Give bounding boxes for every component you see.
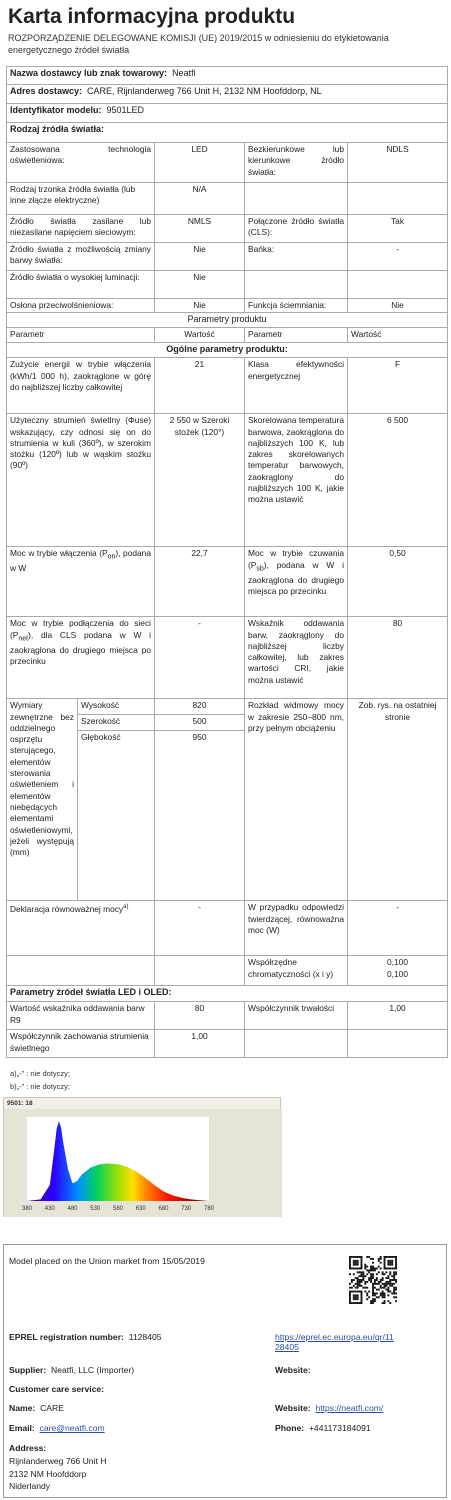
eprel-link[interactable]	[275, 1332, 394, 1352]
address-value: CARE, Rijnlanderweg 766 Unit H, 2132 NM Hoofddorp, NL	[87, 86, 322, 96]
spectral-distribution-value: Zob. rys. na ostatniej stronie	[348, 699, 448, 901]
params-header: Parametry produktu	[7, 313, 448, 328]
cap-value: N/A	[155, 183, 245, 215]
mains-label: Źródło światła zasilane lub niezasilane napięciem sieciowym:	[7, 215, 155, 243]
cri-label: Wskaźnik oddawania barw, zaokrąglony do najbliższej liczby całkowitej, lub zakres wartości CRI, jakie można ustawić	[245, 617, 348, 699]
care-email	[9, 1423, 105, 1433]
cri-value: 80	[348, 617, 448, 699]
useful-flux-label: Użyteczny strumień świetlny (Φuse) wskazujący, czy odnosi się on do strumienia w kuli (360º), w szerokim stożku (120º) lub w wąskim stożku (90º)	[7, 414, 155, 547]
equivalent-power-watts-label: W przypadku odpowiedzi twierdzącej, równoważna moc (W)	[245, 901, 348, 956]
model-cell	[7, 104, 448, 123]
light-source-type-heading: Rodzaj źródła światła:	[7, 123, 448, 143]
market-placement-text: Model placed on the Union market from 15/05/2019	[9, 1256, 205, 1266]
on-mode-power-value: 22,7	[155, 547, 245, 617]
eprel-registration-value: 1128405	[128, 1332, 162, 1342]
param-column-header: Parametr	[245, 328, 348, 343]
care-address-line-2: 2132 NM Hoofddorp	[9, 1468, 87, 1479]
care-email-link[interactable]: care@neatfi.com	[39, 1423, 105, 1433]
empty-cell	[7, 956, 155, 986]
power-row	[7, 547, 448, 617]
care-website-link[interactable]: https://neatfi.com/	[315, 1403, 384, 1413]
care-address	[9, 1455, 106, 1493]
model-value: 9501LED	[106, 105, 145, 115]
chromaticity-x: 0,100	[387, 957, 408, 968]
height-value: 820	[155, 699, 245, 715]
chromaticity-y: 0,100	[387, 968, 408, 979]
value-column-header: Wartość	[155, 328, 245, 343]
label-part: ), podana w W	[10, 548, 151, 574]
label-part: ), dla CLS podana w W i zaokrąglona do drugiego miejsca po przecinku	[10, 629, 151, 666]
equivalent-power-value: -	[155, 901, 245, 956]
general-params-header: Ogólne parametry produktu:	[7, 343, 448, 358]
cap-row	[7, 183, 448, 215]
spectrum-chart-title: 9501: 18	[4, 1098, 280, 1109]
energy-row	[7, 358, 448, 414]
chromaticity-row	[7, 956, 448, 986]
glare-value: Nie	[155, 299, 245, 313]
dimensions-label: Wymiary zewnętrzne bez oddzielnego osprzętu sterującego, elementów sterowania oświetleniem i elementów niebędących elementami oświetleniowymi, jeżeli występują (mm)	[7, 699, 78, 901]
cct-value: 6 500	[348, 414, 448, 547]
tunable-value: Nie	[155, 243, 245, 271]
cls-label: Połączone źródło światła (CLS):	[245, 215, 348, 243]
care-email-label: Email:	[9, 1423, 35, 1433]
care-address-label: Address:	[9, 1443, 47, 1453]
general-header-row	[7, 343, 448, 358]
model-label: Identyfikator modelu:	[10, 105, 102, 115]
care-phone	[275, 1423, 371, 1433]
technology-value: LED	[155, 143, 245, 183]
flux-row	[7, 414, 448, 547]
x-tick-label: 530	[90, 1206, 101, 1212]
lumen-maintenance-row	[7, 1030, 448, 1058]
mains-row	[7, 215, 448, 243]
useful-flux-value: 2 550 w Szeroki stożek (120°)	[155, 414, 245, 547]
height-label: Wysokość	[78, 699, 155, 715]
regulation-subtitle: ROZPORZĄDZENIE DELEGOWANE KOMISJI (UE) 2019/2015 w odniesieniu do etykietowania energetycznego źródeł światła	[8, 33, 389, 55]
r9-label: Wartość wskaźnika oddawania barw R9	[7, 1002, 155, 1030]
dimensions-row	[7, 699, 448, 715]
lumen-maintenance-value: 1,00	[155, 1030, 245, 1058]
care-website	[275, 1403, 383, 1413]
depth-label: Głębokość	[78, 731, 155, 901]
equivalent-power-label	[7, 901, 155, 956]
high-luminance-value: Nie	[155, 271, 245, 299]
lumen-maintenance-label: Współczynnik zachowania strumienia świetlnego	[7, 1030, 155, 1058]
led-params-header: Parametry źródeł światła LED i OLED:	[7, 986, 448, 1002]
r9-row	[7, 1002, 448, 1030]
standby-power-value: 0,50	[348, 547, 448, 617]
subscript: net	[18, 635, 29, 643]
x-tick-label: 730	[181, 1206, 192, 1212]
directional-value: NDLS	[348, 143, 448, 183]
led-header-row	[7, 986, 448, 1002]
spectral-distribution-label: Rozkład widmowy mocy w zakresie 250–800 nm, przy pełnym obciążeniu	[245, 699, 348, 901]
label-part: Moc w trybie czuwania (P	[248, 548, 344, 570]
subscript: on	[107, 553, 116, 561]
cap-label: Rodzaj trzonka źródła światła (lub inne złącze elektryczne)	[7, 183, 155, 215]
glare-row	[7, 299, 448, 313]
care-name-value: CARE	[40, 1403, 64, 1413]
dimmable-label: Funkcja ściemniania:	[245, 299, 348, 313]
x-axis-ticks	[22, 1206, 215, 1212]
care-address-line-3: Niderlandy	[9, 1481, 51, 1491]
supplier-row	[7, 67, 448, 85]
empty-cell	[348, 271, 448, 299]
care-name-label: Name:	[9, 1403, 36, 1413]
label-part: Moc w trybie włączenia (P	[10, 548, 108, 559]
care-phone-label: Phone:	[275, 1423, 305, 1433]
technology-label: Zastosowana technologia oświetleniowa:	[7, 143, 155, 183]
r9-value: 80	[155, 1002, 245, 1030]
eprel-link-line-2[interactable]: 28405	[275, 1342, 299, 1352]
technology-row	[7, 143, 448, 183]
product-info-table	[6, 66, 448, 1058]
param-column-header: Parametr	[7, 328, 155, 343]
mains-value: NMLS	[155, 215, 245, 243]
params-header-row	[7, 313, 448, 328]
supplier-value: Neatfi, LLC (Importer)	[51, 1365, 135, 1375]
eprel-registration-label: EPREL registration number:	[9, 1332, 124, 1342]
x-tick-label: 430	[44, 1206, 55, 1212]
qr-code-icon[interactable]	[349, 1256, 397, 1304]
standby-power-label	[245, 547, 348, 617]
spectrum-chart	[3, 1097, 281, 1217]
network-power-row	[7, 617, 448, 699]
eprel-info-box	[3, 1244, 447, 1498]
network-standby-value: -	[155, 617, 245, 699]
subscript: sb	[256, 565, 264, 573]
label-part: ), podana w W i zaokrąglona do drugiego miejsca po przecinku	[248, 559, 344, 596]
survival-factor-value: 1,00	[348, 1002, 448, 1030]
footnotes	[10, 1067, 70, 1093]
width-label: Szerokość	[78, 715, 155, 731]
x-tick-label: 480	[67, 1206, 78, 1212]
tunable-label: Źródło światła z możliwością zmiany barwy światła:	[7, 243, 155, 271]
x-tick-label: 580	[112, 1206, 124, 1212]
care-address-line-1: Rijnlanderweg 766 Unit H	[9, 1456, 107, 1466]
energy-consumption-value: 21	[155, 358, 245, 414]
care-website-label: Website:	[275, 1403, 311, 1413]
address-cell	[7, 85, 448, 104]
x-tick-label: 380	[21, 1206, 33, 1212]
empty-cell	[348, 1030, 448, 1058]
customer-care-heading: Customer care service:	[9, 1384, 105, 1394]
empty-cell	[348, 183, 448, 215]
supplier-info	[9, 1365, 134, 1375]
care-phone-value: +441173184091	[308, 1423, 371, 1433]
superscript: a)	[123, 904, 129, 911]
glare-label: Osłona przeciwolśnieniowa:	[7, 299, 155, 313]
supplier-value: Neatfi	[172, 68, 196, 78]
energy-class-value: F	[348, 358, 448, 414]
directional-label: Bezkierunkowe lub kierunkowe źródło światła:	[245, 143, 348, 183]
light-source-type-row	[7, 123, 448, 143]
energy-class-label: Klasa efektywności energetycznej	[245, 358, 348, 414]
empty-cell	[245, 271, 348, 299]
width-value: 500	[155, 715, 245, 731]
value-column-header: Wartość	[348, 328, 448, 343]
x-tick-label: 680	[158, 1206, 169, 1212]
energy-consumption-label: Zużycie energii w trybie włączenia (kWh/1 000 h), zaokrąglone w górę do najbliższej liczby całkowitej	[7, 358, 155, 414]
empty-cell	[155, 956, 245, 986]
depth-value: 950	[155, 731, 245, 901]
x-tick-label: 780	[203, 1206, 215, 1212]
dimmable-value: Nie	[348, 299, 448, 313]
label-part: Moc w trybie podłączenia do sieci (P	[10, 618, 151, 640]
address-label: Adres dostawcy:	[10, 86, 83, 96]
envelope-label: Bańka:	[245, 243, 348, 271]
spectrum-plot	[4, 1109, 282, 1217]
eprel-registration	[9, 1332, 162, 1342]
survival-factor-label: Współczynnik trwałości	[245, 1002, 348, 1030]
care-name	[9, 1403, 64, 1413]
high-luminance-label: Źródło światła o wysokiej luminacji:	[7, 271, 155, 299]
empty-cell	[245, 1030, 348, 1058]
high-luminance-row	[7, 271, 448, 299]
footnote-a: a)„-” : nie dotyczy;	[10, 1069, 71, 1078]
equivalent-power-watts-value: -	[348, 901, 448, 956]
equivalent-power-row	[7, 901, 448, 956]
on-mode-power-label	[7, 547, 155, 617]
column-header-row	[7, 328, 448, 343]
network-standby-label	[7, 617, 155, 699]
cls-value: Tak	[348, 215, 448, 243]
empty-cell	[245, 183, 348, 215]
envelope-value: -	[348, 243, 448, 271]
footnote-b: b)„-” : nie dotyczy;	[10, 1082, 71, 1091]
label-part: Deklaracja równoważnej mocy	[10, 904, 124, 915]
cct-label: Skorelowana temperatura barwowa, zaokrąglona do najbliższych 100 K, lub zakres skorelowanych temperatur barwowych, zaokrąglony do najbliższych 100 K, jakie można ustawić	[245, 414, 348, 547]
page-title: Karta informacyjna produktu	[8, 5, 296, 28]
model-row	[7, 104, 448, 123]
supplier-cell	[7, 67, 448, 85]
chromaticity-value	[348, 956, 448, 986]
supplier-label: Nazwa dostawcy lub znak towarowy:	[10, 68, 168, 78]
tunable-row	[7, 243, 448, 271]
supplier-label: Supplier:	[9, 1365, 47, 1375]
eprel-link-line-1[interactable]: https://eprel.ec.europa.eu/qr/11	[275, 1332, 394, 1342]
chromaticity-label: Współrzędne chromatyczności (x i y)	[245, 956, 348, 986]
address-row	[7, 85, 448, 104]
supplier-website-label: Website:	[275, 1365, 311, 1375]
x-tick-label: 630	[135, 1206, 146, 1212]
